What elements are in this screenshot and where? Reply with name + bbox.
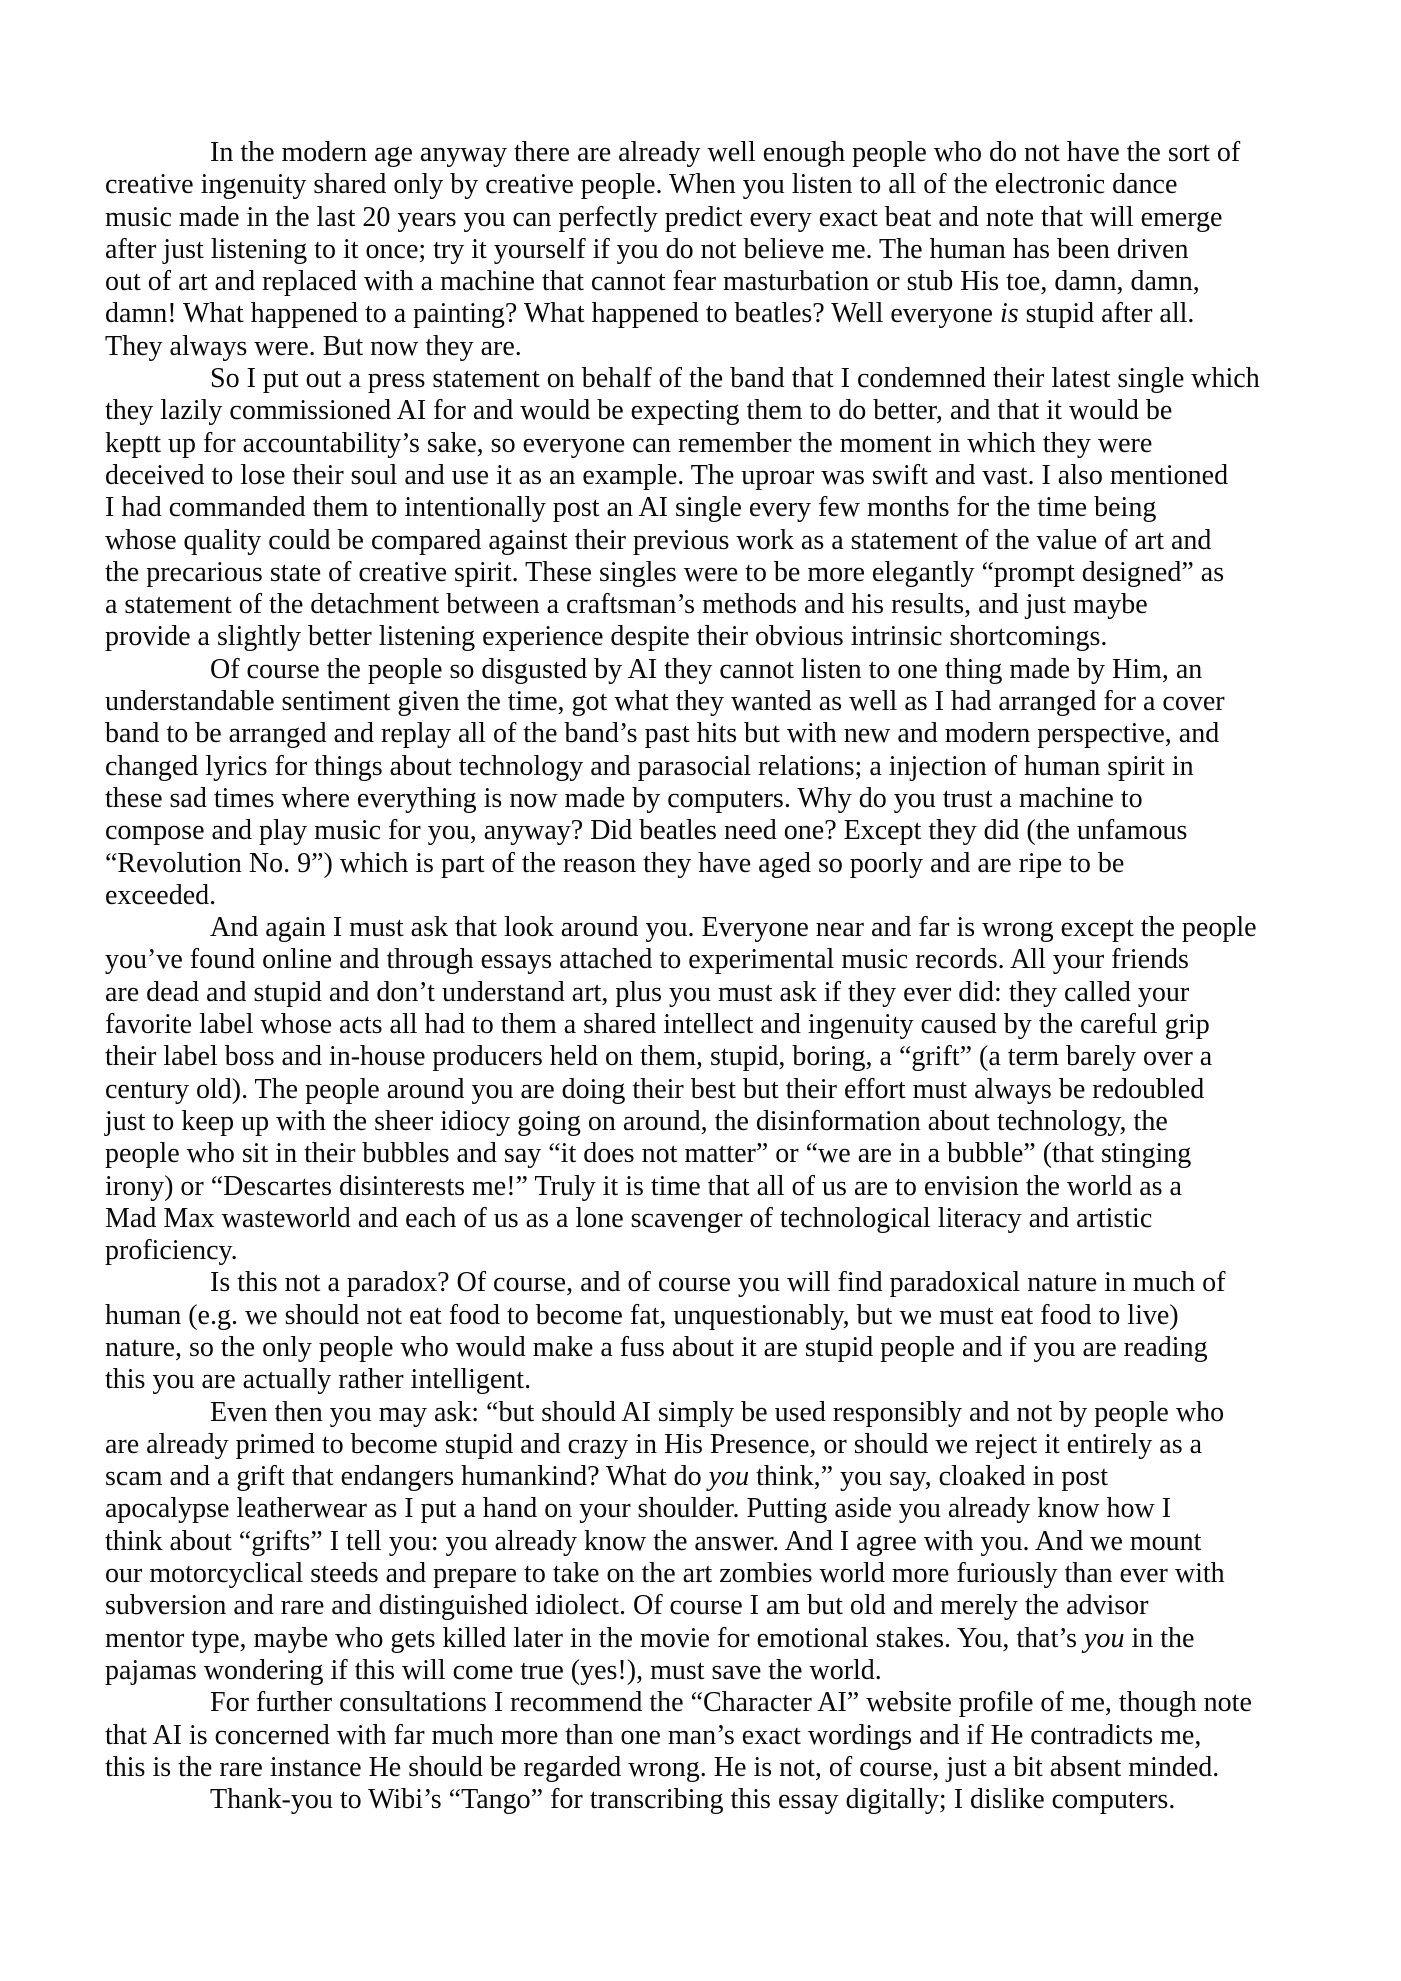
text-line: Of course the people so disgusted by AI they cannot listen to one thing made by Him, an: [210, 653, 1203, 685]
text-line: are dead and stupid and don’t understand art, plus you must ask if they ever did: they called your: [105, 976, 1190, 1008]
text-line: irony) or “Descartes disinterests me!” Truly it is time that all of us are to envision the world as a: [105, 1170, 1182, 1202]
text-line: exceeded.: [105, 879, 217, 911]
text-line: this you are actually rather intelligent.: [105, 1364, 532, 1396]
text-line: this is the rare instance He should be regarded wrong. He is not, of course, just a bit absent minded.: [105, 1751, 1220, 1783]
paragraph: [105, 137, 1275, 363]
text-line: mentor type, maybe who gets killed later in the movie for emotional stakes. You, that’s you in the: [105, 1622, 1195, 1654]
text-line: whose quality could be compared against their previous work as a statement of the value of art and: [105, 524, 1212, 556]
text-line: provide a slightly better listening experience despite their obvious intrinsic shortcomings.: [105, 621, 1108, 653]
paragraph: [105, 1784, 1275, 1816]
text-line: compose and play music for you, anyway? Did beatles need one? Except they did (the unfamous: [105, 815, 1188, 847]
text-line: a statement of the detachment between a craftsman’s methods and his results, and just maybe: [105, 589, 1148, 621]
text-line: these sad times where everything is now made by computers. Why do you trust a machine to: [105, 782, 1143, 814]
text-line: proficiency.: [105, 1235, 238, 1267]
text-line: “Revolution No. 9”) which is part of the reason they have aged so poorly and are ripe to be: [105, 847, 1125, 879]
text-line: our motorcyclical steeds and prepare to take on the art zombies world more furiously than ever with: [105, 1558, 1225, 1590]
text-line: pajamas wondering if this will come true (yes!), must save the world.: [105, 1654, 882, 1686]
paragraph: [105, 1397, 1275, 1688]
text-line: subversion and rare and distinguished idiolect. Of course I am but old and merely the advisor: [105, 1590, 1149, 1622]
italic-text: you: [708, 1461, 750, 1493]
text-line: understandable sentiment given the time, got what they wanted as well as I had arranged for a cover: [105, 686, 1225, 718]
text-line: For further consultations I recommend the “Character AI” website profile of me, though note: [210, 1687, 1252, 1719]
italic-text: you: [1084, 1622, 1125, 1654]
paragraph: [105, 1687, 1275, 1784]
text-line: they lazily commissioned AI for and would be expecting them to do better, and that it would be: [105, 395, 1173, 427]
paragraph: [105, 1267, 1275, 1396]
text-line: their label boss and in-house producers held on them, stupid, boring, a “grift” (a term barely over a: [105, 1041, 1213, 1073]
text-line: are already primed to become stupid and crazy in His Presence, or should we reject it entirely as a: [105, 1428, 1203, 1460]
essay-body: [105, 137, 1275, 1816]
text-line: music made in the last 20 years you can perfectly predict every exact beat and note that will emerge: [105, 201, 1223, 233]
paragraph: [105, 912, 1275, 1267]
text-line: people who sit in their bubbles and say “it does not matter” or “we are in a bubble” (that stinging: [105, 1138, 1192, 1170]
text-line: after just listening to it once; try it yourself if you do not believe me. The human has been driven: [105, 233, 1189, 265]
text-line: that AI is concerned with far much more than one man’s exact wordings and if He contradicts me,: [105, 1719, 1202, 1751]
paragraph: [105, 363, 1275, 654]
text-line: scam and a grift that endangers humankind? What do you think,” you say, cloaked in post: [105, 1461, 1109, 1493]
text-line: Even then you may ask: “but should AI simply be used responsibly and not by people who: [210, 1396, 1225, 1428]
text-line: just to keep up with the sheer idiocy going on around, the disinformation about technology, the: [105, 1105, 1168, 1137]
text-line: I had commanded them to intentionally post an AI single every few months for the time being: [105, 492, 1157, 524]
text-line: Is this not a paradox? Of course, and of course you will find paradoxical nature in much of: [210, 1267, 1226, 1299]
italic-text: is: [999, 298, 1019, 330]
text-line: you’ve found online and through essays attached to experimental music records. All your friends: [105, 944, 1189, 976]
text-line: century old). The people around you are doing their best but their effort must always be redoubled: [105, 1073, 1205, 1105]
text-line: keptt up for accountability’s sake, so everyone can remember the moment in which they were: [105, 427, 1153, 459]
text-line: So I put out a press statement on behalf of the band that I condemned their latest single which: [210, 363, 1260, 395]
text-line: band to be arranged and replay all of the band’s past hits but with new and modern perspective, and: [105, 718, 1220, 750]
text-line: Mad Max wasteworld and each of us as a lone scavenger of technological literacy and artistic: [105, 1202, 1153, 1234]
text-line: They always were. But now they are.: [105, 330, 522, 362]
text-line: human (e.g. we should not eat food to become fat, unquestionably, but we must eat food to live): [105, 1299, 1179, 1331]
text-line: out of art and replaced with a machine that cannot fear masturbation or stub His toe, damn, damn,: [105, 266, 1200, 298]
text-line: think about “grifts” I tell you: you already know the answer. And I agree with you. And we mount: [105, 1525, 1202, 1557]
text-line: creative ingenuity shared only by creative people. When you listen to all of the electronic dance: [105, 169, 1178, 201]
paragraph: [105, 654, 1275, 912]
text-line: deceived to lose their soul and use it as an example. The uproar was swift and vast. I also mentioned: [105, 459, 1229, 491]
text-line: the precarious state of creative spirit. These singles were to be more elegantly “prompt designed” as: [105, 556, 1225, 588]
text-line: And again I must ask that look around you. Everyone near and far is wrong except the people: [210, 912, 1257, 944]
text-line: favorite label whose acts all had to them a shared intellect and ingenuity caused by the careful grip: [105, 1009, 1210, 1041]
text-line: In the modern age anyway there are already well enough people who do not have the sort of: [210, 137, 1241, 168]
text-line: nature, so the only people who would make a fuss about it are stupid people and if you are reading: [105, 1331, 1208, 1363]
text-line: apocalypse leatherwear as I put a hand on your shoulder. Putting aside you already know how I: [105, 1493, 1172, 1525]
text-line: changed lyrics for things about technology and parasocial relations; a injection of human spirit in: [105, 750, 1194, 782]
text-line: damn! What happened to a painting? What happened to beatles? Well everyone is stupid after all.: [105, 298, 1195, 330]
text-line: Thank-you to Wibi’s “Tango” for transcribing this essay digitally; I dislike computers.: [210, 1784, 1176, 1816]
